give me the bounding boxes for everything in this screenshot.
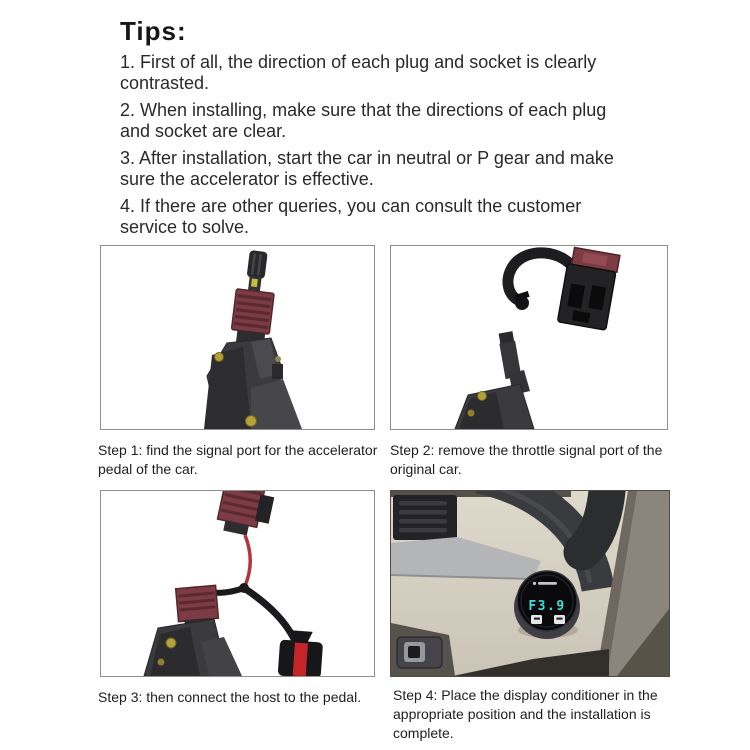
tip-2-line-2: and socket are clear. xyxy=(120,121,287,141)
tip-4-line-2: service to solve. xyxy=(120,217,250,237)
step1-photo xyxy=(100,245,375,430)
step1-caption-line-1: Step 1: find the signal port for the accelerator xyxy=(98,442,378,458)
harness-connected-illustration xyxy=(101,491,374,676)
step4-caption-line-3: complete. xyxy=(393,725,454,741)
step4-caption-line-1: Step 4: Place the display conditioner in the xyxy=(393,687,658,703)
step4-caption xyxy=(393,686,685,743)
removed-connector-illustration xyxy=(391,246,667,429)
car-interior-illustration xyxy=(391,491,669,676)
throttle-controller-device xyxy=(514,571,580,639)
tip-1-line-2: contrasted. xyxy=(120,73,210,93)
step1-caption xyxy=(98,441,390,479)
step2-photo xyxy=(390,245,668,430)
tip-item-2 xyxy=(120,100,690,142)
tip-2-line-1: 2. When installing, make sure that the directions of each plug xyxy=(120,100,607,120)
tip-item-3 xyxy=(120,148,690,190)
tip-1-line-1: 1. First of all, the direction of each plug and socket is clearly xyxy=(120,52,597,72)
step2-caption-line-1: Step 2: remove the throttle signal port of the xyxy=(390,442,663,458)
step1-caption-line-2: pedal of the car. xyxy=(98,461,198,477)
window-switch xyxy=(397,637,442,668)
tip-3-line-2: sure the accelerator is effective. xyxy=(120,169,374,189)
pedal-with-connector-illustration xyxy=(101,246,374,429)
cable-junction xyxy=(239,583,249,593)
tip-item-1 xyxy=(120,52,690,94)
step3-photo xyxy=(100,490,375,677)
step3-caption xyxy=(98,688,390,707)
tip-item-4 xyxy=(120,196,690,238)
step4-caption-line-2: appropriate position and the installation is xyxy=(393,706,651,722)
step2-caption-line-2: original car. xyxy=(390,461,462,477)
step2-caption xyxy=(390,441,682,479)
step4-photo xyxy=(390,490,670,677)
tip-4-line-1: 4. If there are other queries, you can consult the customer xyxy=(120,196,582,216)
tips-list xyxy=(120,52,690,244)
page-title: Tips: xyxy=(120,16,187,46)
step3-caption-line-1: Step 3: then connect the host to the pedal. xyxy=(98,689,362,705)
tip-3-line-1: 3. After installation, start the car in neutral or P gear and make xyxy=(120,148,614,168)
device-display-value: F3.9 xyxy=(528,599,566,614)
air-vent xyxy=(393,495,457,540)
